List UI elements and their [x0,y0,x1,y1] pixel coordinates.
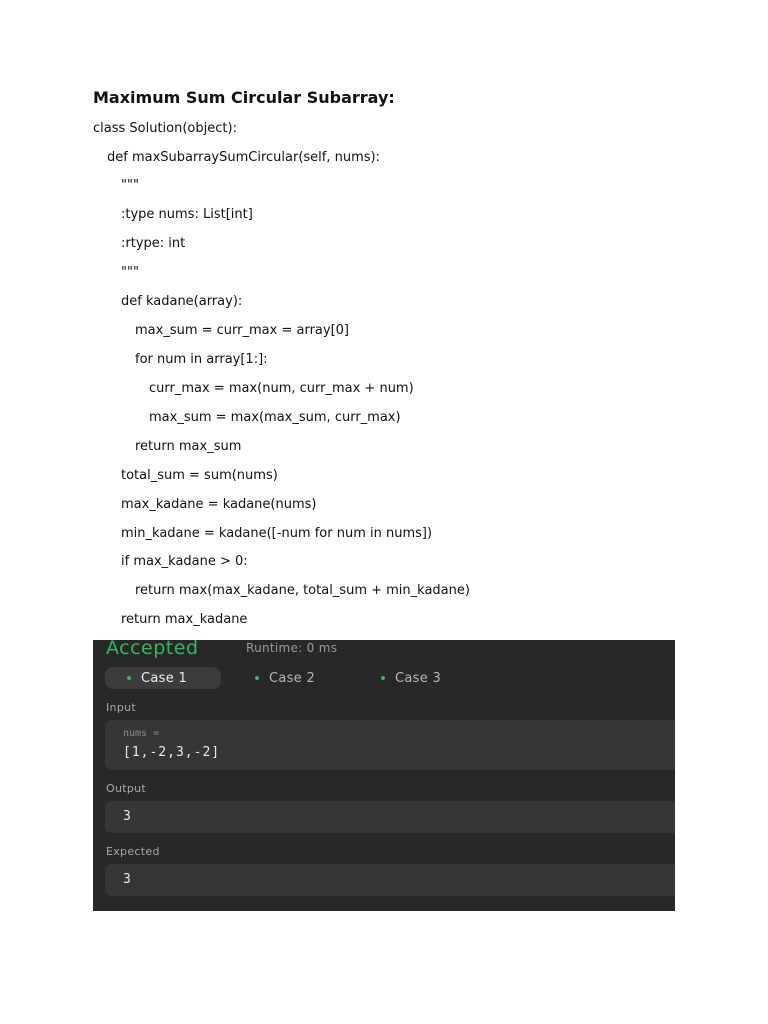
code-line: max_sum = curr_max = array[0] [135,323,349,338]
code-line: :type nums: List[int] [121,207,253,222]
code-line: return max_sum [135,439,242,454]
tab-case-1[interactable] [105,667,221,689]
tab-case-3[interactable] [359,667,469,689]
status-dot-icon [127,676,131,680]
code-line: class Solution(object): [93,121,237,136]
runtime-label: Runtime: 0 ms [246,641,338,655]
code-line: return max_kadane [121,612,248,627]
tab-label: Case 2 [269,670,316,686]
code-line: """ [121,178,139,193]
expected-box [105,864,675,896]
input-box [105,720,675,770]
code-line: """ [121,265,139,280]
code-line: if max_kadane > 0: [121,554,248,569]
code-line: total_sum = sum(nums) [121,468,278,483]
input-value: [1,-2,3,-2] [123,745,221,760]
tab-label: Case 3 [395,670,442,686]
code-line: max_kadane = kadane(nums) [121,497,317,512]
status-dot-icon [255,676,259,680]
code-line: for num in array[1:]: [135,352,268,367]
expected-label: Expected [106,845,160,858]
tab-label: Case 1 [141,670,188,686]
code-line: :rtype: int [121,236,186,251]
code-line: return max(max_kadane, total_sum + min_kadane) [135,583,470,598]
expected-value: 3 [123,872,132,887]
input-label: Input [106,701,136,714]
document-title: Maximum Sum Circular Subarray: [93,88,395,107]
output-box [105,801,675,833]
result-panel [93,640,675,911]
output-label: Output [106,782,147,795]
code-line: def kadane(array): [121,294,243,309]
status-dot-icon [381,676,385,680]
code-line: max_sum = max(max_sum, curr_max) [149,410,401,425]
code-line: curr_max = max(num, curr_max + num) [149,381,414,396]
code-line: def maxSubarraySumCircular(self, nums): [107,150,380,165]
tab-case-2[interactable] [233,667,343,689]
input-var-name: nums = [123,728,160,739]
status-label: Accepted [106,640,199,659]
output-value: 3 [123,809,132,824]
code-line: min_kadane = kadane([-num for num in nums]) [121,526,433,541]
